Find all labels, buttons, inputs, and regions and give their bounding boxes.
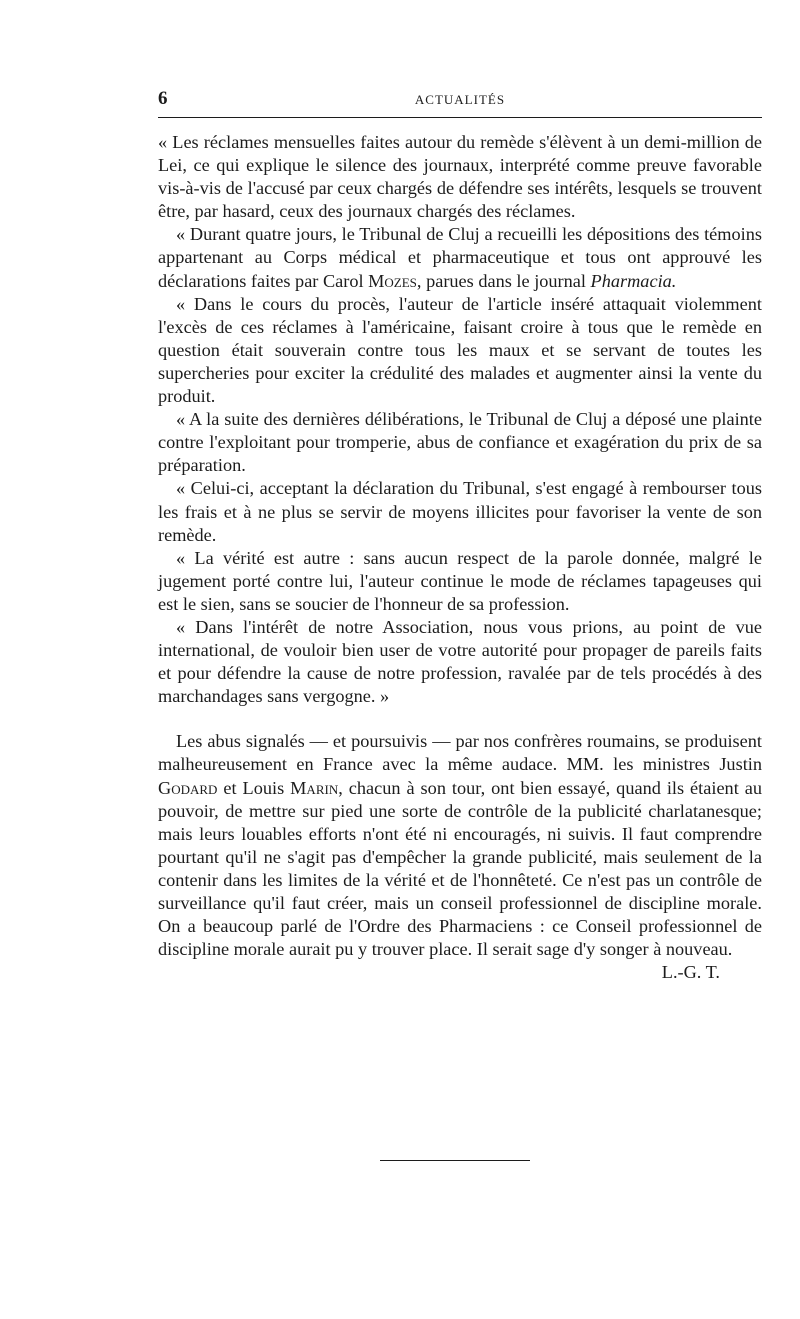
author-signature: L.-G. T.	[661, 962, 720, 983]
quote-p2-middle: , parues dans le journal	[416, 270, 591, 291]
name-godard: Godard	[158, 777, 218, 798]
commentary-paragraph	[158, 730, 762, 961]
article-body	[158, 131, 762, 984]
commentary-text-1: Les abus signalés — et poursuivis — par nos confrères roumains, se produisent malheureusement en France avec la même audace. MM. les ministres Justin	[158, 731, 762, 775]
name-mozes: Mozes	[368, 270, 417, 291]
quote-paragraph-1: « Les réclames mensuelles faites autour du remède s'élèvent à un demi-million de Lei, ce qui explique le silence des journaux, interprété comme preuve favorable vis-à-vis de l'accusé par ceux chargés de défendre ses intérêts, lesquels se trouvent être, par hasard, ceux des journaux chargés des réclames.	[158, 132, 762, 222]
commentary-text-2: et Louis	[217, 777, 291, 798]
journal-title: Pharmacia.	[590, 270, 677, 291]
commentary-text-3: , chacun à son tour, ont bien essayé, quand ils étaient au pouvoir, de mettre sur pied une sorte de contrôle de la publicité charlatanesque; mais leurs louables efforts n'ont été ni encouragés, ni suivis. Il faut comprendre pourtant qu'il ne s'agit pas d'empêcher la grande publicité, mais seulement de la contenir dans les limites de la vérité et de l'honnêteté. Ce n'est pas un contrôle de surveillance qu'il faut créer, mais un conseil professionnel de discipline morale. On a beaucoup parlé de l'Ordre des Pharmaciens : ce Conseil professionnel de discipline morale aurait pu y trouver place. Il serait sage d'y songer à nouveau.	[158, 777, 762, 960]
quote-paragraph-2	[158, 223, 762, 292]
page-number: 6	[158, 88, 168, 109]
end-rule	[380, 1160, 530, 1161]
quote-paragraph-5: « Celui-ci, acceptant la déclaration du Tribunal, s'est engagé à rembourser tous les frais et à ne plus se servir de moyens illicites pour favoriser la vente de son remède.	[158, 478, 762, 545]
quote-paragraph-4: « A la suite des dernières délibérations, le Tribunal de Cluj a déposé une plainte contre l'exploitant pour tromperie, abus de confiance et exagération du prix de sa préparation.	[158, 409, 762, 476]
page	[158, 0, 762, 1319]
page-header	[158, 88, 762, 112]
running-title: ACTUALITÉS	[414, 92, 506, 107]
quote-paragraph-7: « Dans l'intérêt de notre Association, nous vous prions, au point de vue international, de vouloir bien user de votre autorité pour propager de pareils faits et pour défendre la cause de notre profession, ravalée par de tels procédés à des marchandages sans vergogne. »	[158, 616, 762, 707]
paragraph-gap	[158, 708, 762, 730]
name-marin: Marin	[290, 777, 339, 798]
quote-paragraph-3: « Dans le cours du procès, l'auteur de l'article inséré attaquait violemment l'excès de ces réclames à l'américaine, faisant croire à tous que le remède en question était souverain contre tous les maux et se servant de toutes les supercheries pour exciter la crédulité des malades et augmenter ainsi la vente du produit.	[158, 293, 762, 407]
quote-paragraph-6: « La vérité est autre : sans aucun respect de la parole donnée, malgré le jugement porté contre lui, l'auteur continue le mode de réclames tapageuses qui est le sien, sans se soucier de l'honneur de sa profession.	[158, 547, 762, 614]
header-rule	[158, 117, 762, 118]
quote-p2-text: « Durant quatre jours, le Tribunal de Cluj a recueilli les dépositions des témoins appartenant au Corps médical et pharmaceutique et tous ont approuvé les déclarations faites par Carol	[158, 224, 762, 291]
